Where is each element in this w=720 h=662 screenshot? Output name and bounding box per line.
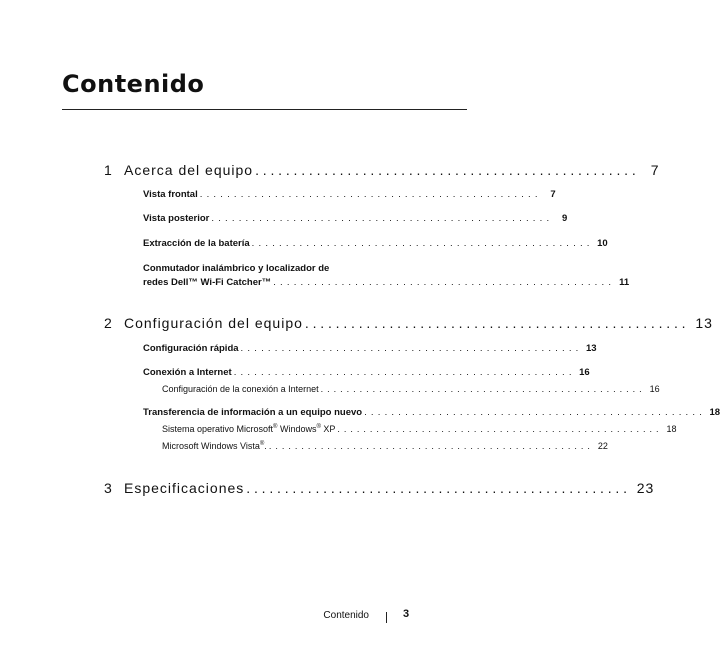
toc-entry-transferencia[interactable] xyxy=(143,407,720,418)
toc-subentry-windows-xp[interactable] xyxy=(162,424,677,434)
leader-dots: .................................................. xyxy=(304,315,690,331)
leader-dots: .................................................. xyxy=(233,367,576,378)
leader-dots: .................................................. xyxy=(240,343,583,354)
toc-subentry-windows-vista[interactable] xyxy=(162,441,608,451)
leader-dots: .................................................. xyxy=(199,189,542,200)
entry-title: Vista frontal xyxy=(143,189,198,200)
page-number: 13 xyxy=(695,315,713,331)
toc-entry-conmutador-line-2[interactable] xyxy=(143,277,630,288)
chapter-title: Configuración del equipo xyxy=(124,315,303,331)
page-number: 18 xyxy=(709,407,720,418)
toc-entry-conmutador[interactable] xyxy=(143,263,383,274)
entry-title: Configuración de la conexión a Internet xyxy=(162,384,319,394)
leader-dots: .................................................. xyxy=(251,238,594,249)
page-number: 23 xyxy=(636,480,655,496)
toc-subentry-config-conexion[interactable] xyxy=(162,384,660,394)
toc-chapter-3[interactable] xyxy=(104,480,655,496)
toc-entry-conexion-internet[interactable] xyxy=(143,367,590,378)
page-number: 9 xyxy=(562,213,568,224)
leader-dots: .................................................. xyxy=(364,407,707,418)
chapter-number: 1 xyxy=(104,162,113,178)
leader-dots: .................................................. xyxy=(273,277,616,288)
footer-page-number: 3 xyxy=(403,608,410,620)
page-number: 16 xyxy=(579,367,590,378)
entry-title: Conexión a Internet xyxy=(143,367,232,378)
leader-dots: .................................................. xyxy=(268,441,594,451)
leader-dots: .................................................. xyxy=(320,384,646,394)
page-number: 11 xyxy=(619,277,630,288)
chapter-number: 3 xyxy=(104,480,113,496)
entry-title: Sistema operativo Microsoft® Windows® XP xyxy=(162,424,336,434)
entry-title-line-2: redes Dell™ Wi-Fi Catcher™ xyxy=(143,277,272,288)
toc-entry-vista-frontal[interactable] xyxy=(143,189,556,200)
chapter-title: Acerca del equipo xyxy=(124,162,254,178)
entry-title: Microsoft Windows Vista®. xyxy=(162,441,267,451)
page-number: 18 xyxy=(666,424,677,434)
page-number: 7 xyxy=(650,162,660,178)
page-number: 7 xyxy=(550,189,556,200)
page-title: Contenido xyxy=(62,70,205,98)
toc-entry-vista-posterior[interactable] xyxy=(143,213,568,224)
chapter-number: 2 xyxy=(104,315,113,331)
leader-dots: .................................................. xyxy=(255,162,640,178)
page-number: 22 xyxy=(597,441,608,451)
leader-dots: .................................................. xyxy=(246,480,631,496)
toc-chapter-2[interactable] xyxy=(104,315,713,331)
chapter-title: Especificaciones xyxy=(124,480,245,496)
footer-divider xyxy=(386,612,387,623)
toc-entry-extraccion-bateria[interactable] xyxy=(143,238,608,249)
leader-dots: .................................................. xyxy=(211,213,554,224)
entry-title: Extracción de la batería xyxy=(143,238,250,249)
title-rule xyxy=(62,109,467,110)
toc-chapter-1[interactable] xyxy=(104,162,660,178)
entry-title: Vista posterior xyxy=(143,213,210,224)
entry-title-line-1: Conmutador inalámbrico y localizador de xyxy=(143,263,330,274)
footer-section-label: Contenido xyxy=(323,610,369,621)
leader-dots: .................................................. xyxy=(337,424,663,434)
entry-title: Transferencia de información a un equipo nuevo xyxy=(143,407,363,418)
page-number: 13 xyxy=(585,343,597,354)
entry-title: Configuración rápida xyxy=(143,343,239,354)
page-number: 10 xyxy=(597,238,608,249)
page-number: 16 xyxy=(649,384,660,394)
toc-entry-configuracion-rapida[interactable] xyxy=(143,343,597,354)
